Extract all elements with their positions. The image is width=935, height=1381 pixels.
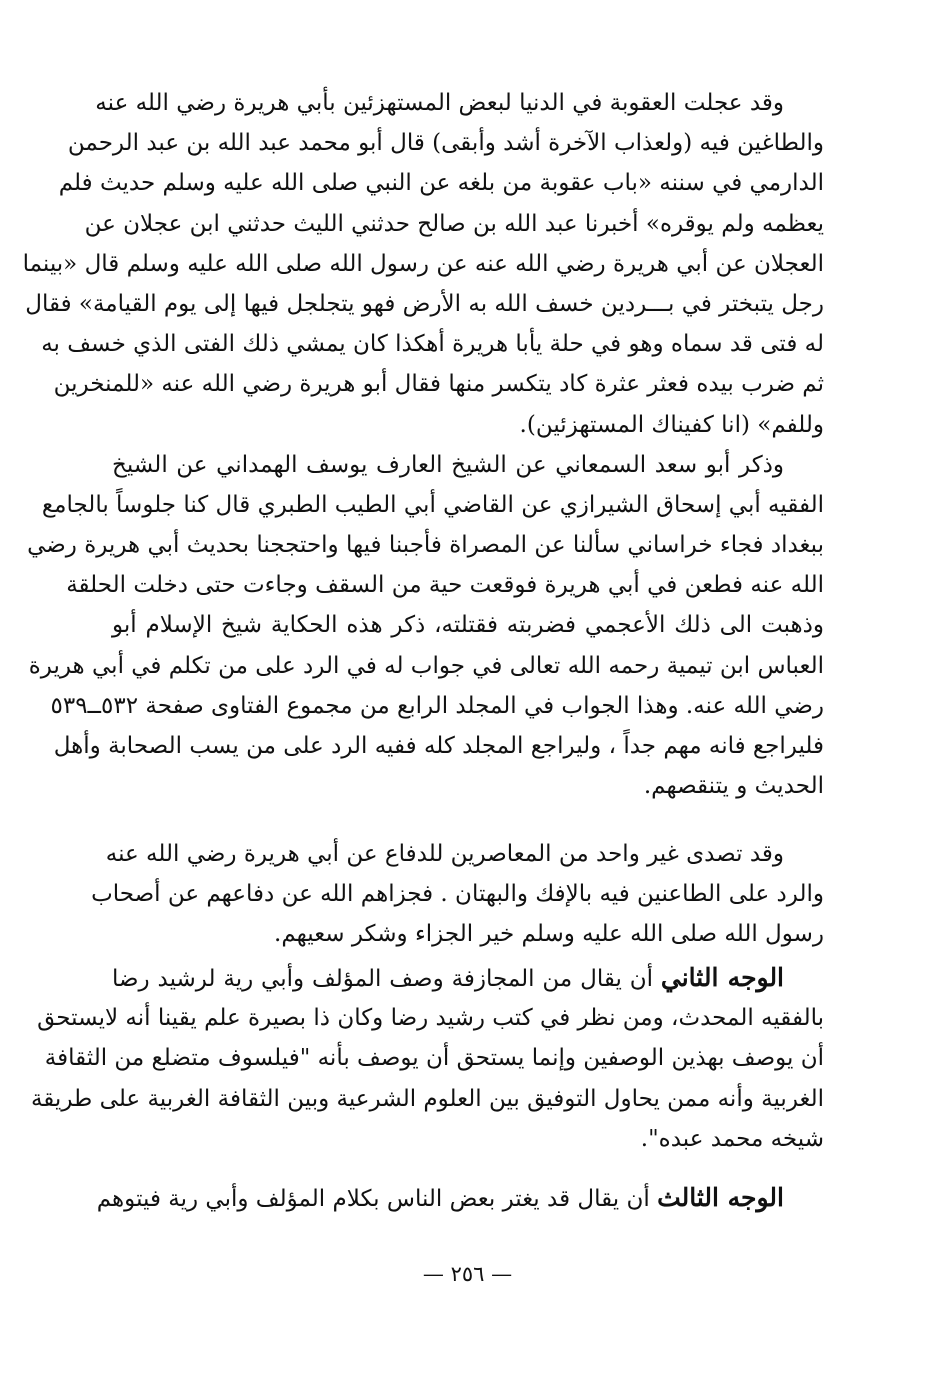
text-line: والطاغين فيه (ولعذاب الآخرة أشد وأبقى) قال أبو محمد عبد الله بن عبد الرحمن <box>67 130 824 157</box>
text-line: فليراجع فانه مهم جداً ، وليراجع المجلد كله ففيه الرد على من يسب الصحابة وأهل <box>53 733 824 759</box>
text-line <box>96 1178 824 1218</box>
section-heading: الوجه الثالث <box>657 1183 784 1212</box>
paragraph-5 <box>96 1178 824 1218</box>
paragraph-1 <box>22 83 824 445</box>
body-text-4 <box>96 1178 824 1218</box>
text-line: الغربية وأنه ممن يحاول التوفيق بين العلوم الشرعية وبين الثقافة الغربية على طريقة <box>30 1085 824 1112</box>
paragraph-4 <box>30 958 824 1159</box>
text-line: وقد عجلت العقوبة في الدنيا لبعض المستهزئين بأبي هريرة رضي الله عنه <box>95 90 784 116</box>
text-line: ثم ضرب بيده فعثر عثرة كاد يتكسر منها فقال أبو هريرة رضي الله عنه «للمنخرين <box>53 371 824 398</box>
text-line: العجلان عن أبي هريرة رضي الله عنه عن رسول الله صلى الله عليه وسلم قال «بينما <box>22 250 824 277</box>
text-run: أن يقال قد يغتر بعض الناس بكلام المؤلف وأبي رية فيتوهم <box>96 1186 650 1212</box>
text-line: له فتى قد سماه وهو في حلة يأبا هريرة أهكذا كان يمشي ذلك الفتى الذي خسف به <box>41 331 824 358</box>
text-line: العباس ابن تيمية رحمه الله تعالى في جواب له في الرد على من تكلم في أبي هريرة <box>28 652 824 679</box>
text-line: رجل يتبختر في بـــردين خسف الله به الأرض فهو يتجلجل فيها إلى يوم القيامة» فقال <box>25 290 824 317</box>
section-heading: الوجه الثاني <box>660 963 785 992</box>
text-line: الفقيه أبي إسحاق الشيرازي عن القاضي أبي الطيب الطبري قال كنا جلوساً بالجامع <box>41 491 824 518</box>
text-line: أن يوصف بهذين الوصفين وإنما يستحق أن يوصف بأنه "فيلسوف متضلع من الثقافة <box>44 1045 824 1072</box>
text-line: وذكر أبو سعد السمعاني عن الشيخ العارف يوسف الهمداني عن الشيخ <box>112 451 784 478</box>
body-text-2 <box>91 834 824 955</box>
text-line: الله عنه فطعن في أبي هريرة فوقعت حية من السقف وجاءت حتى دخلت الحلقة <box>66 572 824 599</box>
text-line: الحديث و يتنقصهم. <box>643 773 824 800</box>
paragraph-2 <box>27 445 824 807</box>
text-line: والرد على الطاعنين فيه بالإفك والبهتان . فجزاهم الله عن دفاعهم عن أصحاب <box>91 881 824 908</box>
text-line: وقد تصدى غير واحد من المعاصرين للدفاع عن أبي هريرة رضي الله عنه <box>105 841 784 867</box>
page-number: — ٢٥٦ — <box>422 1262 513 1286</box>
text-line: شيخه محمد عبده". <box>640 1125 824 1152</box>
text-line: بالفقيه المحدث، ومن نظر في كتب رشيد رضا وكان ذا بصيرة علم يقينا أنه لايستحق <box>37 1005 824 1032</box>
text-line: رضي الله عنه. وهذا الجواب في المجلد الرابع من مجموع الفتاوى صفحة ٥٣٢ــ٥٣٩ <box>50 692 824 719</box>
body-text <box>22 83 824 806</box>
paragraph-3 <box>91 834 824 955</box>
text-run: أن يقال من المجازفة وصف المؤلف وأبي رية لرشيد رضا <box>112 966 654 992</box>
body-text-3 <box>30 958 824 1159</box>
text-line: وذهبت الى ذلك الأعجمي فضربته فقتلته، ذكر هذه الحكاية شيخ الإسلام أبو <box>112 612 824 639</box>
text-line: وللفم» (انا كفيناك المستهزئين). <box>519 411 824 438</box>
text-line: ببغداد فجاء خراساني سألنا عن المصراة فأجبنا فيها واحتججنا بحديث أبي هريرة رضي <box>27 532 824 559</box>
text-line: الدارمي في سننه «باب عقوبة من بلغه عن النبي صلى الله عليه وسلم حديث فلم <box>58 170 824 197</box>
text-line <box>112 958 824 998</box>
text-line: رسول الله صلى الله عليه وسلم خير الجزاء وشكر سعيهم. <box>274 921 824 948</box>
text-line: يعظمه ولم يوقره» أخبرنا عبد الله بن صالح حدثني الليث حدثني ابن عجلان عن <box>84 210 824 237</box>
